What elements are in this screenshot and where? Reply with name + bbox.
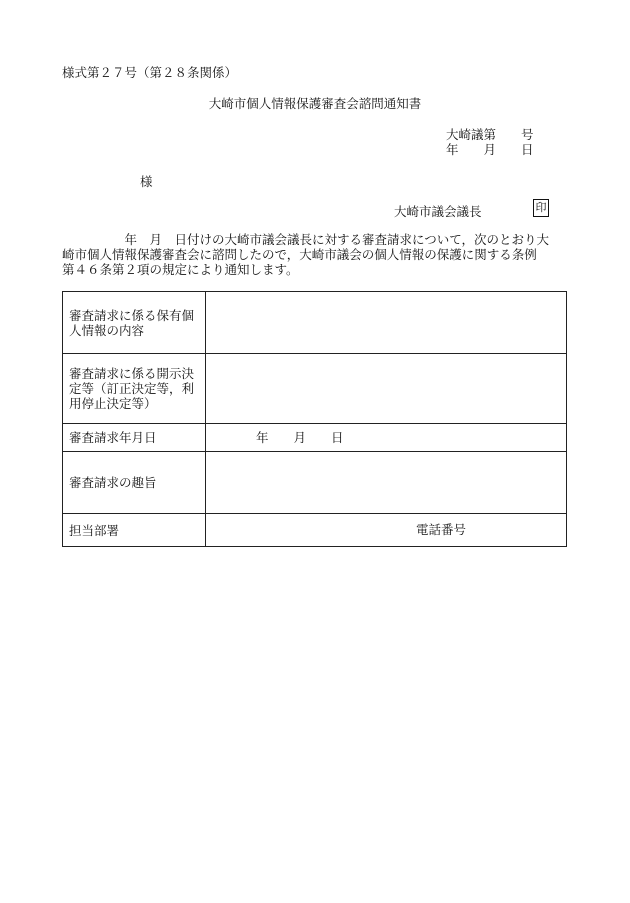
label-line: 審査請求に係る開示決: [69, 366, 195, 381]
label-line: 審査請求年月日: [69, 430, 157, 445]
body-line: 年 月 日付けの大崎市議会議長に対する審査請求について，次のとおり大: [62, 232, 550, 247]
body-line: 崎市個人情報保護審査会に諮問したので，大崎市議会の個人情報の保護に関する条例: [62, 247, 537, 262]
label-line: 審査請求に係る保有個: [69, 307, 195, 323]
table-row: [63, 514, 567, 547]
request-details-table: [62, 291, 567, 547]
label-line: 用停止決定等）: [69, 396, 157, 411]
label-line: 審査請求の趣旨: [69, 475, 157, 490]
seal-stamp-box: 印: [533, 199, 549, 217]
label-line: 定等（訂正決定等，利: [69, 381, 195, 396]
value-disclosure-decision[interactable]: [206, 354, 567, 424]
phone-number-label: 電話番号: [416, 522, 467, 537]
document-number: 大崎議第 号: [446, 127, 534, 142]
label-line: 担当部署: [69, 522, 120, 538]
document-title: 大崎市個人情報保護審査会諮問通知書: [208, 96, 422, 111]
label-request-purpose: [63, 452, 206, 514]
label-request-date: [63, 424, 206, 452]
table-row: [63, 292, 567, 354]
body-line: 第４６条第２項の規定により通知します。: [62, 262, 299, 277]
value-retained-info[interactable]: [206, 292, 567, 354]
label-line: 人情報の内容: [69, 322, 145, 338]
label-retained-info: [63, 292, 206, 354]
addressee: 様: [140, 174, 153, 189]
form-number: 様式第２７号（第２８条関係）: [62, 65, 238, 80]
sender-name: 大崎市議会議長: [394, 204, 482, 219]
label-department: [63, 514, 206, 547]
value-request-purpose[interactable]: [206, 452, 567, 514]
value-department[interactable]: [206, 514, 567, 547]
notice-body: [62, 232, 570, 277]
table-row: [63, 424, 567, 452]
label-disclosure-decision: [63, 354, 206, 424]
table-row: [63, 354, 567, 424]
table-row: [63, 452, 567, 514]
document-date: 年 月 日: [446, 142, 534, 157]
value-request-date[interactable]: 年 月 日: [206, 424, 567, 452]
